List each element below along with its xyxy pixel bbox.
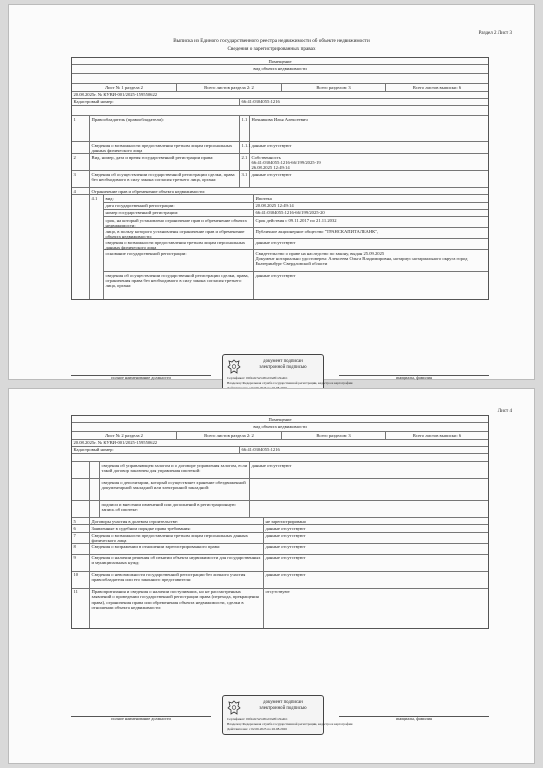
cont-value: данные отсутствуют (251, 462, 292, 468)
cadastral-value: 66:41:0304055:1216 (241, 447, 280, 453)
stamp-title-line2: электронной подписью (259, 705, 307, 711)
enc-label: срок, на который установлено ограничение прав и обременение объекта недвижимости: (104, 217, 254, 227)
stamp-title-line1: документ подписан (263, 700, 303, 705)
stamp-title-line2: электронной подписью (259, 364, 307, 370)
enc-value: данные отсутствуют (255, 272, 296, 278)
signature-position-caption: полное наименование должности (111, 716, 171, 721)
row-label: Договоры участия в долевом строительстве: (90, 518, 264, 524)
row-value: не зарегистрировано (265, 518, 307, 524)
meta-sections-total: Всего разделов: 3 (282, 84, 386, 90)
row-sub: 3.1 (240, 171, 250, 187)
row-num: 9 (72, 555, 90, 571)
coat-of-arms-icon (227, 359, 241, 375)
row-value: Ночникова Илья Алексеевич (251, 116, 308, 122)
document-subtitle: Сведения о зарегистрированных правах (227, 46, 316, 52)
stamp-certificate: Сертификат: 00f2a0c5a5d3b2c0e8f1c9a4b1 (227, 717, 288, 721)
cadastral-label: Кадастровый номер: (72, 447, 240, 453)
row-value: данные отсутствуют (265, 544, 306, 550)
sheet-header-right: Раздел 2 Лист 3 (478, 31, 512, 36)
e-signature-stamp (222, 695, 353, 735)
cadastral-label: Кадастровый номер: (72, 99, 240, 105)
meta-sheet-no: Лист № 1 раздела 2 (72, 84, 177, 90)
row-value: данные отсутствуют (251, 171, 292, 177)
row-label: Правопритязания и сведения о наличии поступивших, но не рассмотренных заявлений о проведении государственной регистрации права (перехода, прекращения права), ограничения права или обременения объекта недвижимости, сделки в отношении объекта недвижимости: (90, 589, 264, 628)
meta-sheets-doc: Всего листов выписки: 6 (412, 84, 462, 90)
enc-value: Публичное акционерное общество "ТРАНСКАПИТАЛБАНК", (255, 228, 379, 234)
enc-value: Ипотека (255, 195, 272, 201)
row-label: Сведения об осуществлении государственной регистрации сделки, права без необходимого в силу закона согласия третьего лица, органа: (90, 171, 240, 187)
row-label: Сведения о невозможности государственной регистрации без личного участия правообладателя или его законного представителя: (90, 572, 264, 588)
document-sheet-2 (8, 388, 535, 764)
row-label: Правообладатель (правообладатели): (90, 116, 240, 141)
row-sub: 1.1 (240, 116, 250, 141)
cont-label: сведения об управляющем залогом и о договоре управления залогом, если такой договор заключен для управления ипотекой: (100, 462, 250, 478)
row-num: 1 (72, 116, 90, 141)
signature-name-caption: инициалы, фамилия (396, 375, 432, 380)
object-type-caption: вид объекта недвижимости (253, 65, 307, 71)
cadastral-value: 66:41:0304055:1216 (241, 99, 280, 105)
object-type: Помещение (268, 58, 292, 64)
object-type: Помещение (268, 416, 292, 422)
row-label: Сведения о возможности предоставления третьим лицам персональных данных физического лица (90, 533, 264, 543)
row-label: Сведения о возражении в отношении зарегистрированного права: (90, 544, 264, 554)
enc-label: номер государственной регистрации: (104, 210, 254, 216)
meta-sheet-no: Лист № 2 раздела 2 (72, 432, 177, 438)
enc-label: основание государственной регистрации: (104, 250, 254, 271)
row-num: 6 (72, 525, 90, 531)
meta-sheets-doc: Всего листов выписки: 6 (412, 432, 462, 438)
cont-value (250, 501, 488, 517)
row-label: Сведения о возможности предоставления третьим лицам персональных данных физического лица (90, 142, 240, 153)
row-value: данные отсутствуют (265, 525, 306, 531)
row-label: Сведения о наличии решения об изъятии объекта недвижимости для государственных и муниципальных нужд: (90, 555, 264, 571)
meta-sheets-total: Всего листов раздела 2: 2 (177, 84, 282, 90)
row-value: данные отсутствуют (265, 533, 306, 539)
document-sheet-1 (8, 4, 535, 385)
rights-table-continued (71, 415, 489, 629)
enc-value: 66:41:0304055:1216-66/199/2025-20 (255, 210, 325, 216)
row-label: Вид, номер, дата и время государственной регистрации права: (90, 154, 240, 170)
cont-label: подписи и внесении изменений или дополнений в регистрационную запись об ипотеке: (100, 501, 250, 517)
cont-value (250, 479, 488, 500)
enc-value: данные отсутствуют (255, 239, 296, 245)
row-label: Ограничение прав и обременение объекта недвижимости: (91, 188, 206, 194)
meta-sections-total: Всего разделов: 3 (282, 432, 386, 438)
signature-name-caption: инициалы, фамилия (396, 716, 432, 721)
row-value: отсутствуют (265, 589, 290, 595)
enc-value: Свидетельство о праве на наследство по закону, выдан 25.09.2025 Документ нотариально удостоверен: Алексеева Ольга Владимировна, нотариус нотариального округа город Екатеринбург Свердловской области (255, 250, 468, 267)
row-num: 2 (72, 154, 90, 170)
row-num: 8 (72, 544, 90, 554)
object-type-caption: вид объекта недвижимости (253, 423, 307, 429)
row-num: 4 (72, 188, 90, 194)
signature-position-caption: полное наименование должности (111, 375, 171, 380)
cont-label: сведения о депозитарии, который осуществляет хранение обездвиженной документарной закладной или электронной закладной: (100, 479, 250, 500)
row-value: данные отсутствуют (265, 555, 306, 561)
row-label: Заявленные в судебном порядке права требования: (90, 525, 264, 531)
coat-of-arms-icon (227, 700, 241, 716)
stamp-title-line1: документ подписан (263, 359, 303, 364)
date-ref: 20.08.2025г. № КУВИ-001/2025-159550622 (73, 440, 158, 446)
meta-sheets-total: Всего листов раздела 2: 2 (177, 432, 282, 438)
document-title: Выписка из Единого государственного реестра недвижимости об объекте недвижимости (173, 38, 370, 44)
enc-label: сведения об осуществлении государственной регистрации сделки, права, ограничения права без необходимого в силу закона согласия третьего лица, органа: (104, 272, 254, 299)
encumbrance-block (104, 195, 488, 299)
enc-label: сведения о возможности предоставления третьим лицам персональных данных физического лица (104, 239, 254, 249)
row-value: данные отсутствуют (251, 142, 292, 148)
row-num: 7 (72, 533, 90, 543)
row-num (72, 142, 90, 153)
enc-label: дата государственной регистрации: (104, 203, 254, 209)
date-ref: 20.08.2025г. № КУВИ-001/2025-159550622 (73, 92, 158, 98)
enc-label: лицо, в пользу которого установлены ограничение прав и обременение объекта недвижимости: (104, 228, 254, 238)
enc-label: вид: (104, 195, 254, 201)
row-num: 11 (72, 589, 90, 628)
row-sub: 2.1 (240, 154, 250, 170)
enc-sub: 4.1 (90, 195, 104, 299)
stamp-validity: Действителен: с 02.06.2025 по 26.08.2026 (227, 727, 287, 731)
sheet-header-right: Лист 4 (497, 409, 512, 414)
enc-value: 20.08.2025 12:49:14 (255, 203, 294, 209)
row-sub: 1.1.1 (240, 142, 250, 153)
row-num: 5 (72, 518, 90, 524)
row-value: Собственность 66:41:0304055:1216-66/199/2025-19 26.08.2025 12:49:14 (251, 154, 321, 171)
enc-value: Срок действия с 09.11.2017 по 21.11.2032 (255, 217, 337, 223)
row-num: 3 (72, 171, 90, 187)
rights-table (71, 57, 489, 300)
row-value: данные отсутствуют (265, 572, 306, 578)
row-num: 10 (72, 572, 90, 588)
stamp-owner: Владелец: Федеральная служба государственной регистрации, кадастра и картографии (227, 722, 353, 726)
stamp-certificate: Сертификат: 00f2a0c5a5d3b2c0e8f1c9a4b1 (227, 376, 288, 380)
stamp-owner: Владелец: Федеральная служба государственной регистрации, кадастра и картографии (227, 381, 353, 385)
